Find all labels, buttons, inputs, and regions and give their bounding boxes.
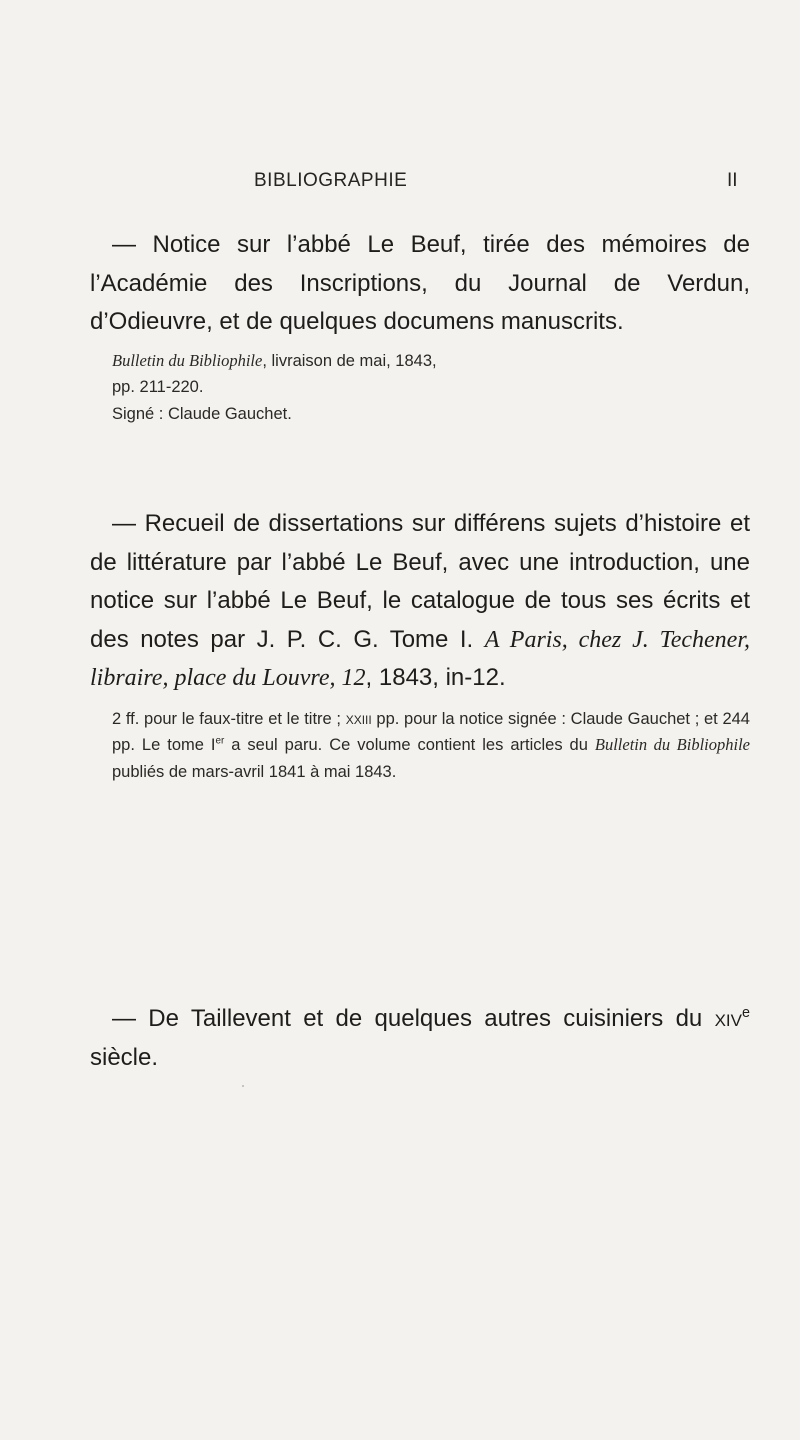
roman-numeral: xxiii	[345, 709, 372, 728]
page-number: II	[727, 170, 738, 191]
entry-2-description: — Recueil de dissertations sur différens sujets d’histoire et de littérature par l’abbé Le Beuf, avec une introduction, une notice sur l’abbé Le Beuf, le catalogue de tous ses écrits et des notes par J. P. C. G. Tome I. A Paris, chez J. Techener, libraire, place du Louvre, 12, 1843, in-12.	[90, 510, 751, 691]
entry-1-signature-line: Signé : Claude Gauchet.	[112, 404, 292, 423]
entry-2-collation-note: 2 ff. pour le faux-titre et le titre ; xxiii pp. pour la notice signée : Claude Gauchet ; et 244 pp. Le tome Ier a seul paru. Ce volume contient les articles du Bulletin du Bibliophile publiés de mars-avril 1841 à mai 1843.	[112, 709, 750, 781]
entry-2-imprint: A Paris, chez J. Techener, libraire, place du Louvre, 12	[90, 626, 751, 691]
bibliography-entry-1	[90, 226, 750, 427]
running-head-title: BIBLIOGRAPHIE	[254, 170, 408, 191]
entry-1-source-line: Bulletin du Bibliophile, livraison de mai, 1843,	[112, 350, 437, 370]
bibliography-entry-3	[90, 1000, 750, 1077]
journal-title: Bulletin du Bibliophile	[594, 735, 750, 754]
entry-1-pages-line: pp. 211-220.	[112, 378, 204, 396]
entry-3-description: — De Taillevent et de quelques autres cuisiniers du xiv$^e$ siècle.	[90, 1005, 750, 1071]
bibliography-entry-2	[90, 505, 750, 785]
paper-speck	[242, 1085, 244, 1087]
entry-1-description: — Notice sur l’abbé Le Beuf, tirée des mémoires de l’Académie des Inscriptions, du Journal de Verdun, d’Odieuvre, et de quelques documens manuscrits.	[90, 231, 750, 335]
century-numeral: xiv	[714, 1005, 742, 1032]
running-head	[0, 170, 800, 200]
journal-title: Bulletin du Bibliophile	[112, 350, 263, 370]
